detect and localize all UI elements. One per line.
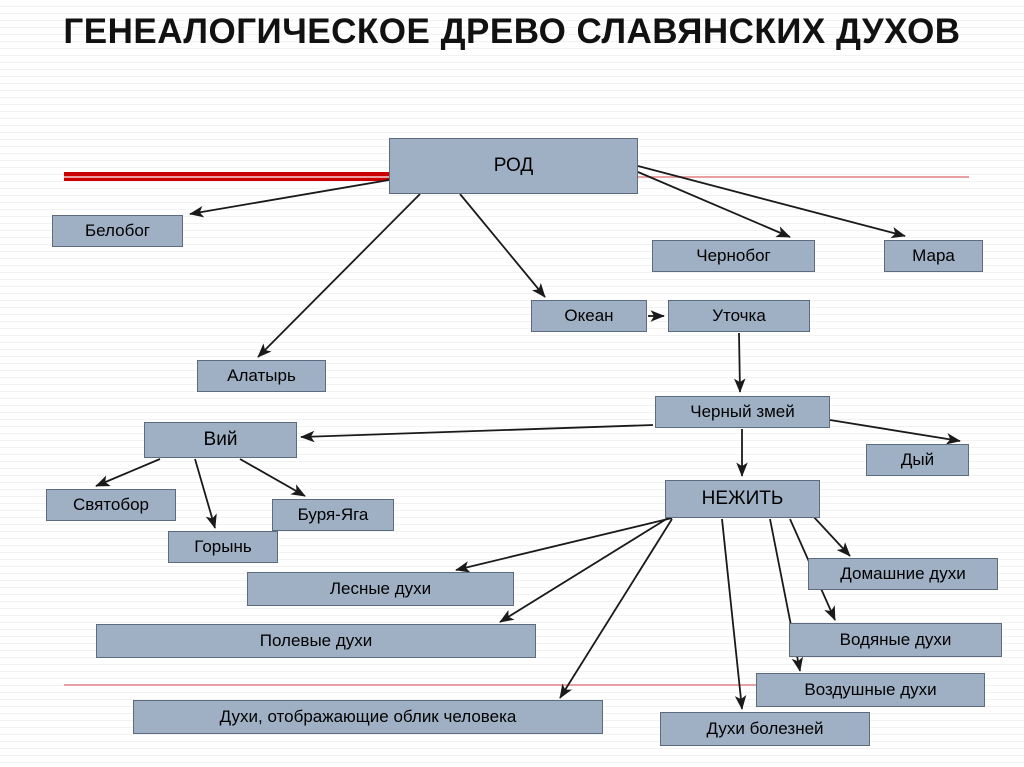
node-chernobog[interactable]: Чернобог [652, 240, 815, 272]
edge-viy-goryn [195, 459, 215, 528]
node-chernyy-zmey[interactable]: Черный змей [655, 396, 830, 428]
node-domashnie-duhi[interactable]: Домашние духи [808, 558, 998, 590]
edge-rod-alatyr [258, 194, 420, 357]
node-duhi-oblik-cheloveka[interactable]: Духи, отображающие облик человека [133, 700, 603, 734]
edge-utochka-chernyy-zmey [739, 333, 740, 392]
node-vozdushnye-duhi[interactable]: Воздушные духи [756, 673, 985, 707]
node-duhi-bolezney[interactable]: Духи болезней [660, 712, 870, 746]
node-utochka[interactable]: Уточка [668, 300, 810, 332]
node-dyy[interactable]: Дый [866, 444, 969, 476]
edge-viy-burya-yaga [240, 459, 305, 496]
node-belobog[interactable]: Белобог [52, 215, 183, 247]
edge-viy-svyatobor [96, 459, 160, 486]
edge-chernyy-zmey-viy [301, 425, 653, 437]
edge-chernyy-zmey-dyy [830, 420, 960, 441]
page-title: ГЕНЕАЛОГИЧЕСКОЕ ДРЕВО СЛАВЯНСКИХ ДУХОВ [63, 12, 961, 51]
edge-nezhit-domashnie-duhi [812, 515, 850, 556]
edge-nezhit-lesnye-duhi [456, 518, 672, 570]
node-vodyanye-duhi[interactable]: Водяные духи [789, 623, 1002, 657]
node-nezhit[interactable]: НЕЖИТЬ [665, 480, 820, 518]
node-svyatobor[interactable]: Святобор [46, 489, 176, 521]
edge-nezhit-duhi-oblik [560, 519, 672, 698]
node-mara[interactable]: Мара [884, 240, 983, 272]
edge-rod-chernobog [638, 172, 790, 237]
edge-rod-belobog [190, 180, 389, 214]
edge-rod-mara [638, 166, 905, 236]
node-alatyr[interactable]: Алатырь [197, 360, 326, 392]
node-burya-yaga[interactable]: Буря-Яга [272, 499, 394, 531]
node-rod[interactable]: РОД [389, 138, 638, 194]
edge-rod-okean [460, 194, 545, 297]
node-okean[interactable]: Океан [531, 300, 647, 332]
edge-nezhit-duhi-bolezney [722, 519, 742, 709]
node-polevye-duhi[interactable]: Полевые духи [96, 624, 536, 658]
node-goryn[interactable]: Горынь [168, 531, 278, 563]
node-lesnye-duhi[interactable]: Лесные духи [247, 572, 514, 606]
edge-nezhit-polevye-duhi [500, 518, 668, 622]
node-viy[interactable]: Вий [144, 422, 297, 458]
